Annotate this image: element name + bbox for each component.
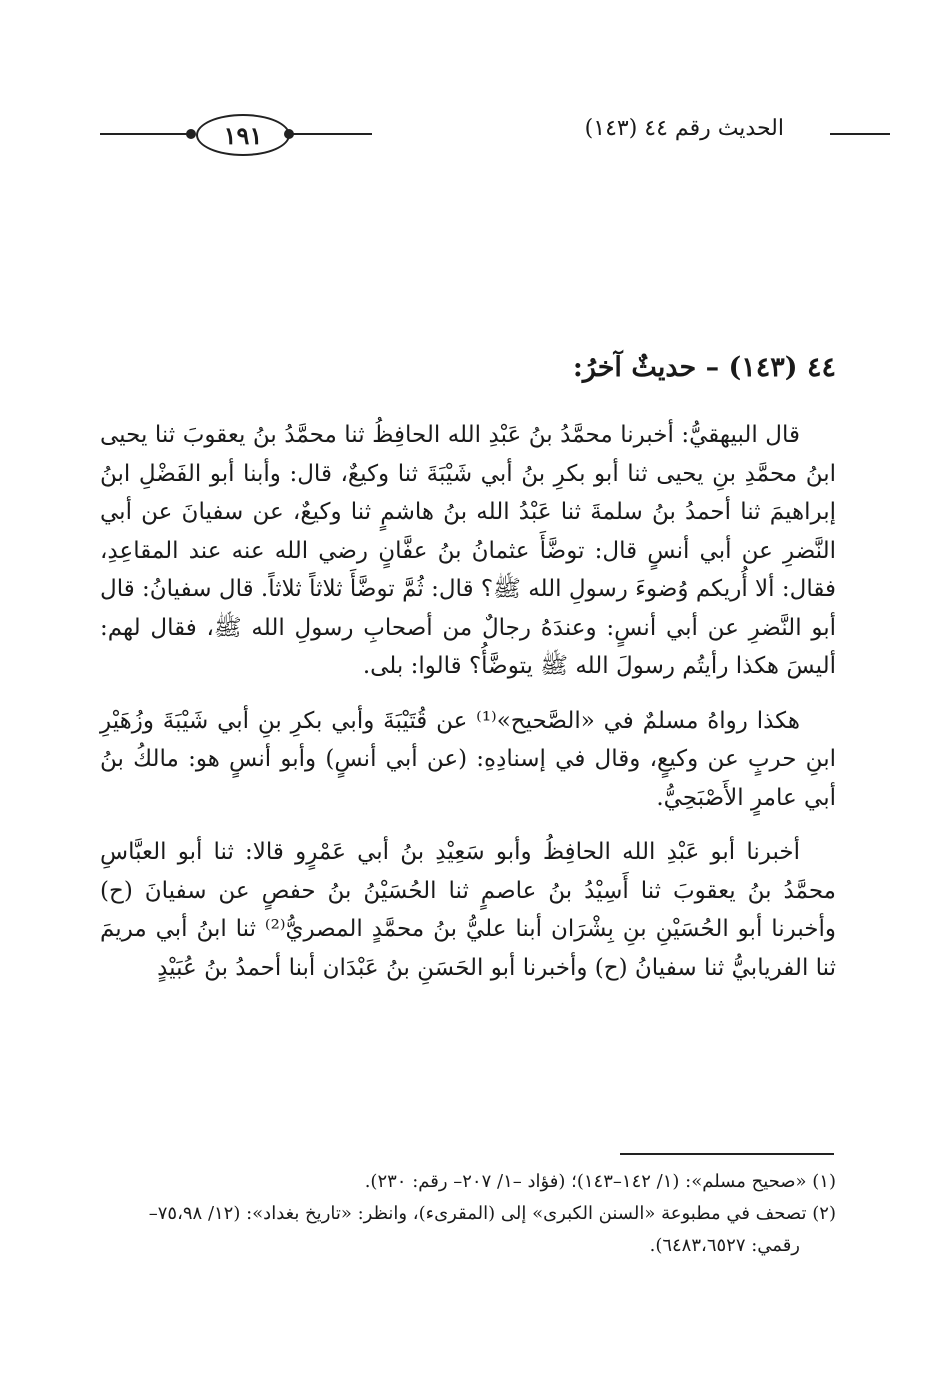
page-number: ١٩١ — [196, 114, 290, 156]
header-ornament — [186, 129, 196, 139]
footnote: (٢) تصحف في مطبوعة «السنن الكبرى» إلى (المقرىء)، وانظر: «تاريخ بغداد»: (١٢/ ٧٥،٩٨– — [148, 1203, 836, 1224]
footnote-divider — [620, 1153, 834, 1155]
header-rule — [830, 133, 890, 135]
header-rule — [100, 133, 188, 135]
paragraph: هكذا رواهُ مسلمٌ في «الصَّحيح»⁽¹⁾ عن قُتَيْبَةَ وأبي بكرِ بنِ أبي شَيْبَةَ وزُهَيْرِ ابنِ حربٍ عن وكيعٍ، وقال في إسنادِهِ: (عن أبي أنسٍ) وأبو أنسٍ هو: مالكُ بنُ أبي عامرٍ الأَصْبَحِيُّ. — [100, 707, 836, 811]
footnotes — [100, 1166, 836, 1262]
hadith-heading: ٤٤ (١٤٣) – حديثٌ آخرُ: — [572, 352, 836, 383]
running-header — [100, 112, 846, 156]
header-rule — [288, 133, 372, 135]
paragraph: قال البيهقيُّ: أخبرنا محمَّدُ بنُ عَبْدِ الله الحافِظُ ثنا محمَّدُ بنُ يعقوبَ ثنا يحيى ابنُ محمَّدِ بنِ يحيى ثنا أبو بكرِ بنُ أبي شَيْبَةَ ثنا وكيعٌ، قال: وأبنا أبو الفَضْلِ ابنُ إبراهيمَ ثنا أحمدُ بنُ سلمةَ ثنا عَبْدُ الله بنُ هاشمٍ ثنا وكيعٌ، عن سفيانَ عن أبي النَّضرِ عن أبي أنسٍ قال: توضَّأَ عثمانُ بنُ عفَّانٍ رضي الله عنه عند المقاعِدِ، فقال: ألا أُريكم وُضوءَ رسولِ الله ﷺ؟ قال: ثُمَّ توضَّأَ ثلاثاً ثلاثاً. قال سفيانُ: قال أبو النَّضرِ عن أبي أنسٍ: وعندَهُ رجالٌ من أصحابِ رسولِ الله ﷺ، فقال لهم: أليسَ هكذا رأيتُم رسولَ الله ﷺ يتوضَّأُ؟ قالوا: بلى. — [100, 422, 836, 679]
main-text — [100, 348, 836, 1003]
footnote-continuation: رقمي: ٦٤٨٣،٦٥٢٧). — [649, 1235, 800, 1256]
paragraph: أخبرنا أبو عَبْدِ الله الحافِظُ وأبو سَعِيْدِ بنُ أبي عَمْرٍو قالا: ثنا أبو العبَّاسِ محمَّدُ بنُ يعقوبَ ثنا أَسِيْدُ بنُ عاصمٍ ثنا الحُسَيْنُ بنُ حفصٍ عن سفيانَ (ح) وأخبرنا أبو الحُسَيْنِ بنِ بِشْرَان أبنا عليُّ بنُ محمَّدٍ المصريُّ⁽²⁾ ثنا ابنُ أبي مريمَ ثنا الفريابيُّ ثنا سفيانُ (ح) وأخبرنا أبو الحَسَنِ بنُ عَبْدَان أبنا أحمدُ بنُ عُبَيْدٍ — [100, 839, 836, 981]
footnote: (١) «صحيح مسلم»: (١/ ١٤٢–١٤٣)؛ (فؤاد –١/ ٢٠٧– رقم: ٢٣٠). — [364, 1171, 836, 1192]
running-title: الحديث رقم ٤٤ (١٤٣) — [584, 116, 784, 141]
